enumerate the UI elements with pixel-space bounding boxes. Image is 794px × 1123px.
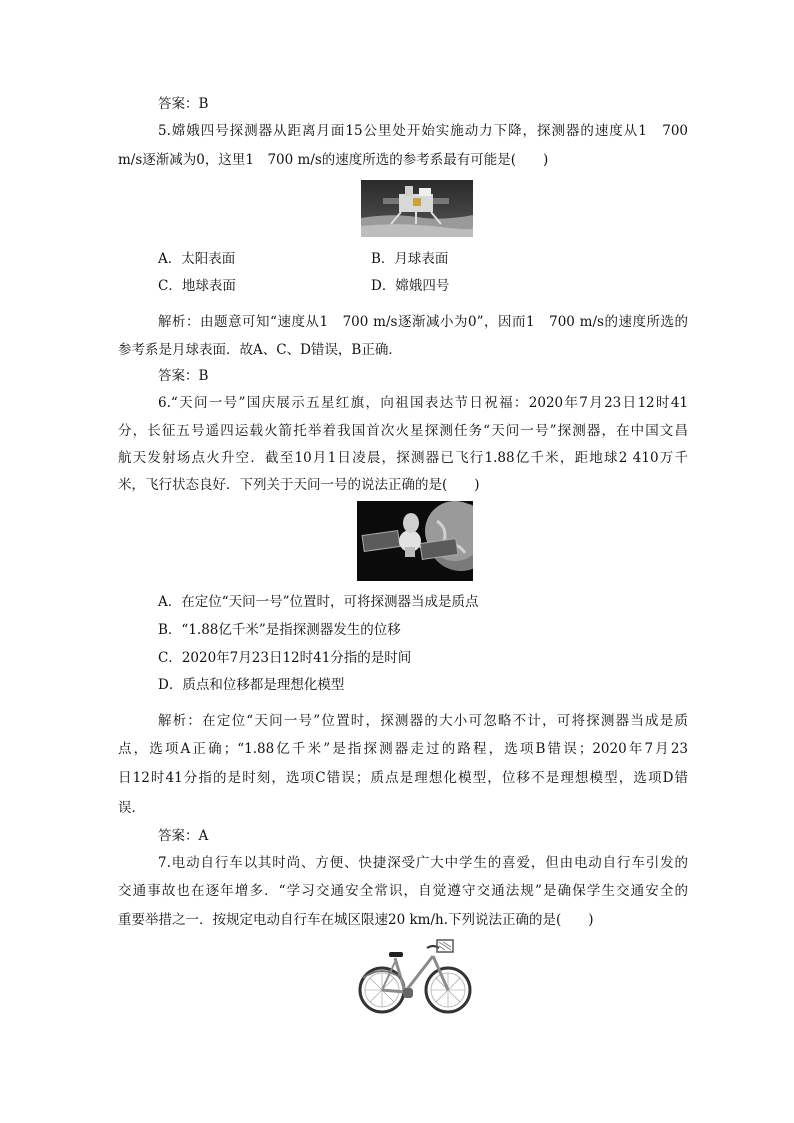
q6-option-c: C．2020年7月23日12时41分指的是时间 xyxy=(158,650,412,666)
q5-option-a: A．太阳表面 xyxy=(158,251,236,267)
q5-stem-line1: 5.嫦娥四号探测器从距离月面15公里处开始实施动力下降，探测器的速度从1 700 xyxy=(158,123,688,139)
q5-option-c: C．地球表面 xyxy=(158,278,236,294)
q6-answer: 答案：A xyxy=(158,828,209,844)
q5-option-d: D．嫦娥四号 xyxy=(371,278,450,294)
q5-option-b: B．月球表面 xyxy=(371,251,449,267)
q6-stem-line3: 航天发射场点火升空．截至10月1日凌晨，探测器已飞行1.88亿千米，距地球2 410万千 xyxy=(118,450,688,466)
electric-bicycle-image xyxy=(355,934,473,1016)
q6-option-d: D．质点和位移都是理想化模型 xyxy=(158,677,345,693)
q5-analysis-line1: 解析：由题意可知“速度从1 700 m/s逐渐减小为0”，因而1 700 m/s的速度所选的 xyxy=(158,314,688,330)
q6-option-a: A．在定位“天问一号”位置时，可将探测器当成是质点 xyxy=(158,594,479,610)
q7-stem-line2: 交通事故也在逐年增多．“学习交通安全常识，自觉遵守交通法规”是确保学生交通安全的 xyxy=(118,883,688,899)
q7-stem-line1: 7.电动自行车以其时尚、方便、快捷深受广大中学生的喜爱，但由电动自行车引发的 xyxy=(158,855,688,871)
q6-analysis-line3: 日12时41分指的是时刻，选项C错误；质点是理想化模型，位移不是理想模型，选项D错 xyxy=(118,770,688,786)
q5-answer: 答案：B xyxy=(158,368,209,384)
q5-analysis-line2: 参考系是月球表面．故A、C、D错误，B正确． xyxy=(118,342,402,358)
q7-stem-line3: 重要举措之一．按规定电动自行车在城区限速20 km/h.下列说法正确的是( ) xyxy=(118,912,594,928)
tianwen-probe-image xyxy=(357,501,473,581)
q6-analysis-line4: 误． xyxy=(118,800,145,816)
q4-answer: 答案：B xyxy=(158,96,209,112)
q6-option-b: B．“1.88亿千米”是指探测器发生的位移 xyxy=(158,622,401,638)
lunar-lander-image xyxy=(361,180,473,237)
q6-analysis-line1: 解析：在定位“天问一号”位置时，探测器的大小可忽略不计，可将探测器当成是质 xyxy=(158,713,688,729)
q6-stem-line4: 米，飞行状态良好．下列关于天问一号的说法正确的是( ) xyxy=(118,477,480,493)
q6-analysis-line2: 点，选项A正确；“1.88亿千米”是指探测器走过的路程，选项B错误；2020年7月23 xyxy=(118,741,688,757)
q5-stem-line2: m/s逐渐减为0，这里1 700 m/s的速度所选的参考系最有可能是( ) xyxy=(118,152,549,168)
q6-stem-line1: 6.“天问一号”国庆展示五星红旗，向祖国表达节日祝福：2020年7月23日12时41 xyxy=(158,395,688,411)
q6-stem-line2: 分，长征五号遥四运载火箭托举着我国首次火星探测任务“天问一号”探测器，在中国文昌 xyxy=(118,423,688,439)
